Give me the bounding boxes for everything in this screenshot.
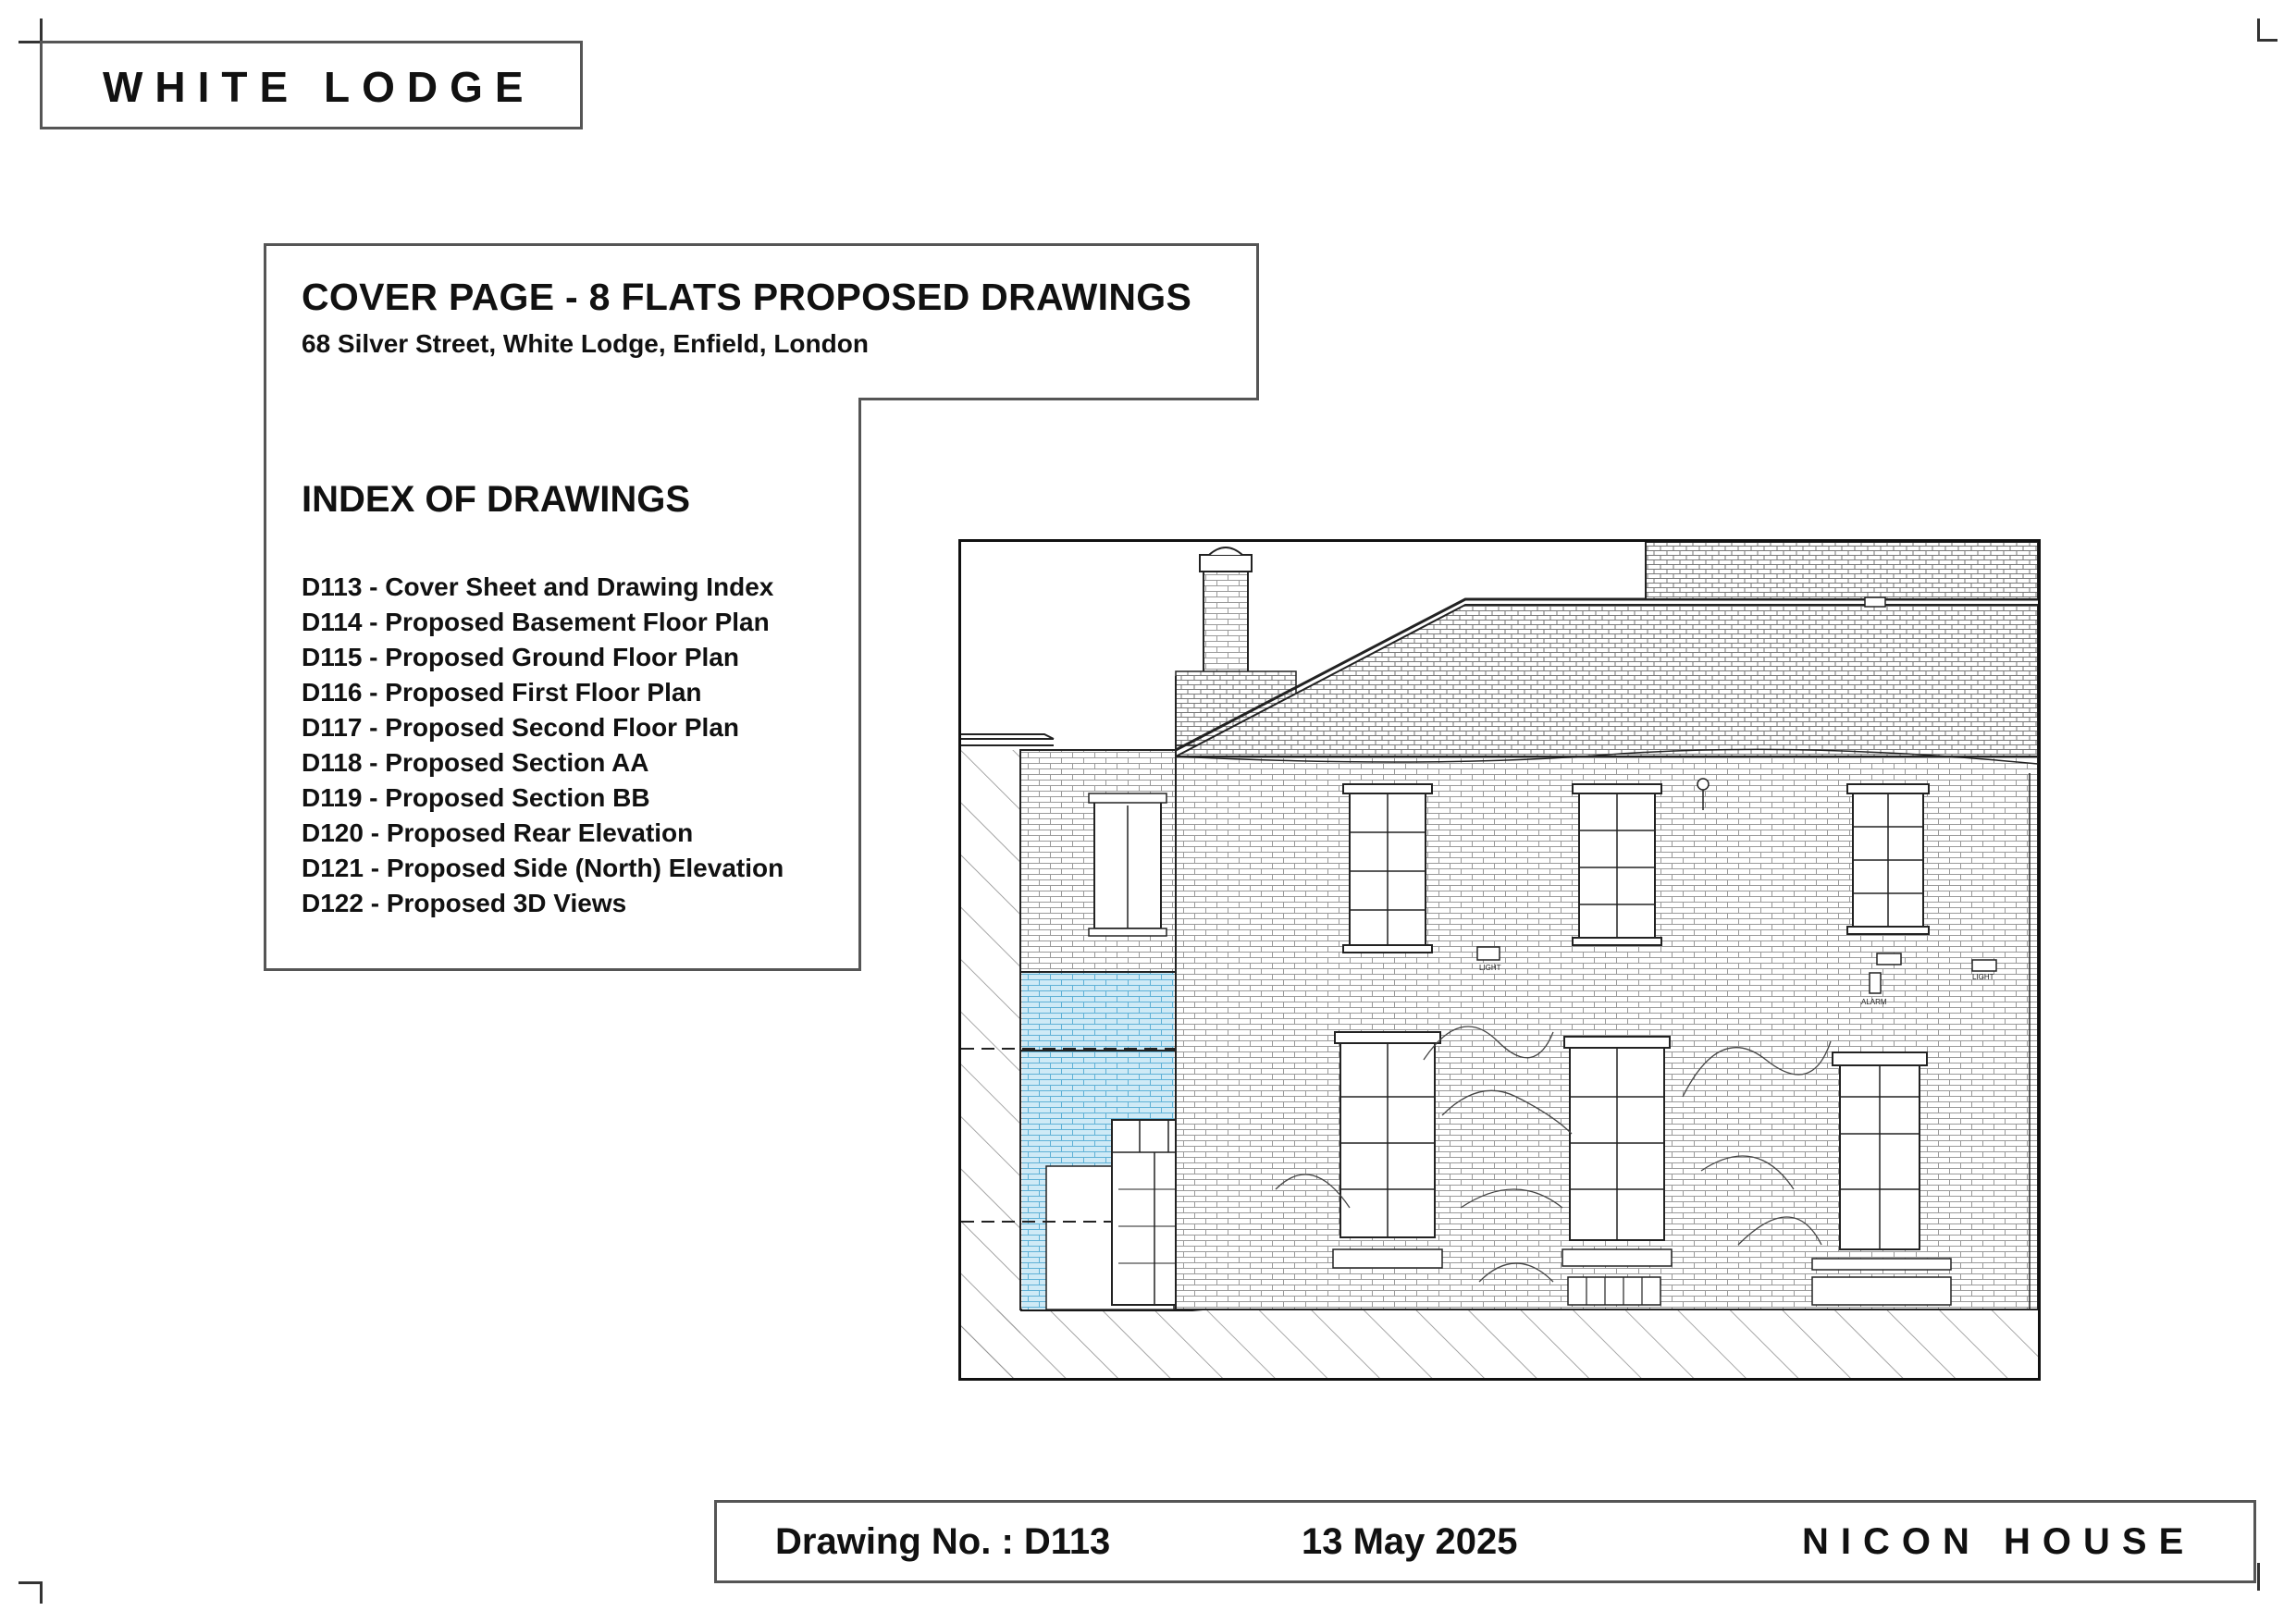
crop-mark-bottom-right-v (2257, 1563, 2260, 1591)
drawing-index-box (264, 398, 861, 971)
fixture-label: LIGHT (1479, 964, 1501, 972)
index-item: D116 - Proposed First Floor Plan (302, 678, 702, 707)
fixture-label: LIGHT (1972, 973, 1994, 981)
cover-title: COVER PAGE - 8 FLATS PROPOSED DRAWINGS (302, 276, 1192, 318)
index-item: D122 - Proposed 3D Views (302, 889, 627, 917)
drawing-date: 13 May 2025 (1302, 1521, 1518, 1562)
drawing-number: Drawing No. : D113 (775, 1521, 1111, 1562)
elevation-drawing (958, 539, 2041, 1381)
index-item: D117 - Proposed Second Floor Plan (302, 713, 739, 742)
hatch-left (961, 750, 1020, 1378)
cover-title-box (264, 243, 1259, 400)
index-item: D118 - Proposed Section AA (302, 748, 649, 777)
index-item: D120 - Proposed Rear Elevation (302, 818, 694, 847)
elevation-svg (961, 542, 2038, 1378)
index-item: D121 - Proposed Side (North) Elevation (302, 854, 784, 882)
index-item: D115 - Proposed Ground Floor Plan (302, 643, 739, 671)
crop-mark-bottom-left-h (19, 1581, 41, 1584)
company-name: NICON HOUSE (1802, 1521, 2196, 1562)
index-item: D119 - Proposed Section BB (302, 783, 650, 812)
drawing-index-list (302, 570, 784, 921)
project-title: WHITE LODGE (103, 63, 536, 111)
index-item: D114 - Proposed Basement Floor Plan (302, 608, 770, 636)
index-heading: INDEX OF DRAWINGS (302, 479, 691, 520)
title-block-footer (714, 1500, 2256, 1583)
crop-mark-top-right-v (2257, 18, 2260, 41)
index-item: D113 - Cover Sheet and Drawing Index (302, 572, 774, 601)
project-title-box (40, 41, 583, 129)
site-address: 68 Silver Street, White Lodge, Enfield, London (302, 329, 869, 358)
crop-mark-top-right-h (2257, 39, 2277, 42)
fixture-label: ALARM (1861, 998, 1887, 1006)
crop-mark-bottom-left-v (40, 1581, 43, 1604)
